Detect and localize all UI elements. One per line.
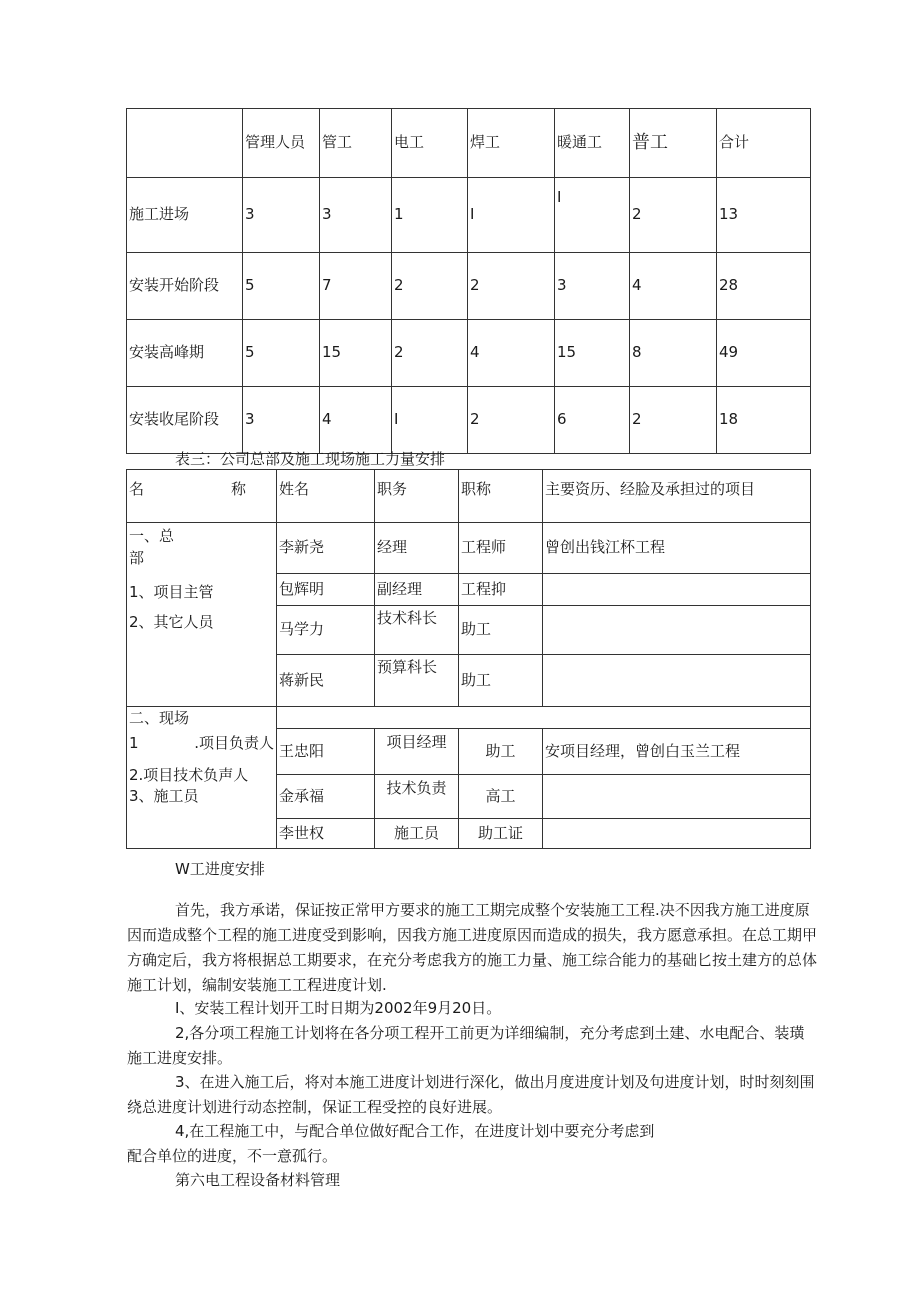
header-cell-name: 名 称 <box>127 470 277 523</box>
empty-row-cell <box>277 707 811 729</box>
table-cell: I <box>555 178 630 253</box>
header-cell: 暖通工 <box>555 109 630 178</box>
table-cell: 3 <box>243 178 320 253</box>
table-row <box>127 320 811 387</box>
table-row <box>127 387 811 454</box>
table-cell: 2 <box>468 253 555 320</box>
table-cell: 技术负责 <box>375 775 459 819</box>
table-cell: 3 <box>243 387 320 454</box>
table-cell: 3 <box>555 253 630 320</box>
hq-group-cell: 一、总 部 1、项目主管 2、其它人员 <box>127 523 277 707</box>
table-cell <box>543 819 811 849</box>
table-cell: 李新尧 <box>277 523 375 574</box>
table-header-row <box>127 470 811 523</box>
personnel-table <box>126 469 811 849</box>
header-cell: 职务 <box>375 470 459 523</box>
table-cell: 2 <box>392 320 468 387</box>
section-heading: W工进度安排 <box>175 860 265 878</box>
table-cell: 7 <box>320 253 392 320</box>
header-cell: 主要资历、经脸及承担过的项目 <box>543 470 811 523</box>
table-cell: I <box>468 178 555 253</box>
table-cell: 5 <box>243 253 320 320</box>
table-cell: 经理 <box>375 523 459 574</box>
table-cell: 18 <box>717 387 811 454</box>
table-cell: 安装开始阶段 <box>127 253 243 320</box>
header-cell: 焊工 <box>468 109 555 178</box>
header-cell <box>127 109 243 178</box>
table-cell: 13 <box>717 178 811 253</box>
table-cell: 3 <box>320 178 392 253</box>
header-cell: 电工 <box>392 109 468 178</box>
table-cell <box>543 655 811 707</box>
table-row <box>127 523 811 574</box>
table-row <box>127 253 811 320</box>
table-cell: 包辉明 <box>277 574 375 606</box>
staffing-table <box>126 108 811 454</box>
table-cell: 4 <box>630 253 717 320</box>
table-cell: 马学力 <box>277 606 375 655</box>
table-cell: 副经理 <box>375 574 459 606</box>
table-cell: 项目经理 <box>375 729 459 775</box>
header-cell: 合计 <box>717 109 811 178</box>
table-cell: 4 <box>320 387 392 454</box>
table-cell <box>543 775 811 819</box>
table-cell: 曾创出钱江杯工程 <box>543 523 811 574</box>
table-cell: 安装收尾阶段 <box>127 387 243 454</box>
table-cell: 28 <box>717 253 811 320</box>
table-cell: 15 <box>320 320 392 387</box>
table-cell: 6 <box>555 387 630 454</box>
table-cell: 工程师 <box>459 523 543 574</box>
table-caption: 表三：公司总部及施工现场施工力量安排 <box>175 450 446 468</box>
paragraph: 3、在进入施工后，将对本施工进度计划进行深化，做出月度进度计划及句进度计划，时时刻刻围绕总进度计划进行动态控制，保证工程受控的良好进展。 <box>127 1073 815 1116</box>
table-cell: 安项目经理，曾创白玉兰工程 <box>543 729 811 775</box>
table-cell: 2 <box>630 387 717 454</box>
table-cell: 2 <box>392 253 468 320</box>
paragraph: 首先，我方承诺，保证按正常甲方要求的施工工期完成整个安装施工工程.决不因我方施工进度原因而造成整个工程的施工进度受到影响，因我方施工进度原因而造成的损失，我方愿意承担。在总工期甲方确定后，我方将根据总工期要求，在充分考虑我方的施工力量、施工综合能力的基础匕按土建方的总体施工计划，编制安装施工工程进度计划. <box>127 901 818 994</box>
table-row <box>127 707 811 729</box>
table-cell: 预算科长 <box>375 655 459 707</box>
table-cell: 施工员 <box>375 819 459 849</box>
table-cell: 安装高峰期 <box>127 320 243 387</box>
header-cell: 管理人员 <box>243 109 320 178</box>
table-cell: 2 <box>630 178 717 253</box>
header-cell: 普工 <box>630 109 717 178</box>
paragraph: 2,各分项工程施工计划将在各分项工程开工前更为详细编制，充分考虑到土建、水电配合、装璜施工进度安排。 <box>127 1024 805 1067</box>
table-cell: 4 <box>468 320 555 387</box>
table-cell: 8 <box>630 320 717 387</box>
table-cell: 助工 <box>459 606 543 655</box>
table-cell: 15 <box>555 320 630 387</box>
table-cell: 王忠阳 <box>277 729 375 775</box>
header-cell: 姓名 <box>277 470 375 523</box>
table-cell: 技术科长 <box>375 606 459 655</box>
table-cell: 2 <box>468 387 555 454</box>
paragraph: I、安装工程计划开工时日期为2002年9月20日。 <box>175 999 502 1017</box>
table-cell: 1 <box>392 178 468 253</box>
paragraph: 第六电工程设备材料管理 <box>175 1171 341 1189</box>
table-cell: 助工 <box>459 729 543 775</box>
table-header-row <box>127 109 811 178</box>
table-cell: 工程抑 <box>459 574 543 606</box>
table-cell <box>543 606 811 655</box>
table-cell: 助工 <box>459 655 543 707</box>
table-cell: I <box>392 387 468 454</box>
table-cell: 高工 <box>459 775 543 819</box>
table-cell: 49 <box>717 320 811 387</box>
table-cell: 金承福 <box>277 775 375 819</box>
paragraph: 4,在工程施工中，与配合单位做好配合工作，在进度计划中要充分考虑到 配合单位的进度，不一意孤行。 <box>127 1122 655 1165</box>
table-cell: 蒋新民 <box>277 655 375 707</box>
site-group-cell: 二、现场 1 .项目负责人 2.项目技术负声人 3、施工员 <box>127 707 277 849</box>
table-row <box>127 178 811 253</box>
table-cell: 助工证 <box>459 819 543 849</box>
table-cell: 施工进场 <box>127 178 243 253</box>
header-cell: 职称 <box>459 470 543 523</box>
table-cell <box>543 574 811 606</box>
header-cell: 管工 <box>320 109 392 178</box>
table-cell: 5 <box>243 320 320 387</box>
table-cell: 李世权 <box>277 819 375 849</box>
